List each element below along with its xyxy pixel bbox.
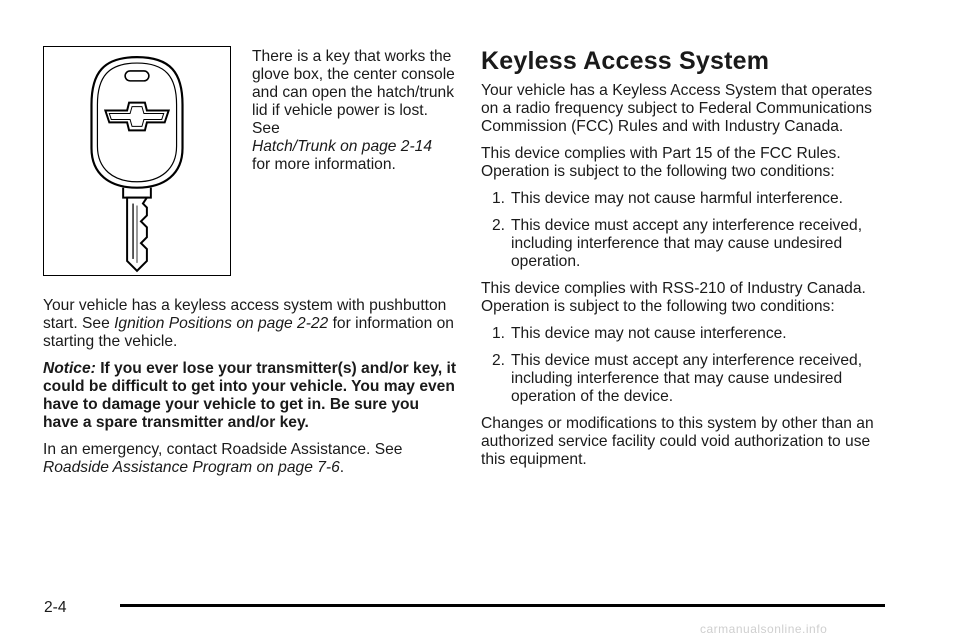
intro-paragraph: Your vehicle has a Keyless Access System that operates on a radio frequency subject to Federal Communications Commission (FCC) Rules and with Industry Canada. xyxy=(481,82,873,135)
list-item xyxy=(481,217,891,271)
key-caption-text: There is a key that works the glove box, the center console and can open the hatch/trunk lid if vehicle power is lost. See xyxy=(252,48,455,137)
paragraph-text-after: . xyxy=(339,459,345,476)
vehicle-key-icon xyxy=(44,47,230,275)
list-item xyxy=(481,352,891,406)
list-item-text: This device must accept any interference received, including interference that may cause undesired operation. xyxy=(511,217,863,270)
left-column xyxy=(43,297,458,486)
fcc-intro-paragraph: This device complies with Part 15 of the FCC Rules. Operation is subject to the following two conditions: xyxy=(481,145,841,180)
notice-text: If you ever lose your transmitter(s) and/or key, it could be difficult to get into your vehicle. You may even have to damage your vehicle to get in. Be sure you have a spare transmitter and/or key. xyxy=(43,360,457,431)
ic-intro-paragraph: This device complies with RSS-210 of Industry Canada. Operation is subject to the following two conditions: xyxy=(481,280,866,315)
paragraph-text: Your vehicle has a keyless access system with pushbutton start. See xyxy=(43,297,447,332)
list-item-number: 1. xyxy=(491,325,505,342)
ic-conditions-list xyxy=(481,325,891,406)
notice-label: Notice: xyxy=(43,360,96,377)
page-number: 2-4 xyxy=(44,599,67,616)
key-caption xyxy=(252,48,457,174)
list-item-number: 1. xyxy=(491,190,505,207)
closing-paragraph: Changes or modifications to this system by other than an authorized service facility could void authorization to use this equipment. xyxy=(481,415,874,468)
list-item-text: This device must accept any interference received, including interference that may cause undesired operation of the device. xyxy=(511,352,863,405)
paragraph-text: In an emergency, contact Roadside Assistance. See xyxy=(43,441,403,458)
roadside-assistance-link[interactable]: Roadside Assistance Program on page 7-6 xyxy=(43,459,340,476)
fcc-conditions-list xyxy=(481,190,891,271)
list-item-number: 2. xyxy=(491,352,505,369)
list-item xyxy=(481,190,891,208)
key-figure xyxy=(43,46,231,276)
watermark: carmanualsonline.info xyxy=(700,622,828,636)
footer-rule xyxy=(120,604,885,607)
paragraph-text-after: for information on starting the vehicle. xyxy=(43,315,454,350)
notice-paragraph xyxy=(43,360,458,432)
keyless-pushbutton-paragraph xyxy=(43,297,458,351)
emergency-paragraph xyxy=(43,441,458,477)
list-item-number: 2. xyxy=(491,217,505,234)
key-caption-ref-link[interactable]: Hatch/Trunk on page 2-14 xyxy=(252,138,433,155)
list-item-text: This device may not cause interference. xyxy=(511,325,787,342)
ignition-positions-link[interactable]: Ignition Positions on page 2-22 xyxy=(114,315,329,332)
section-title: Keyless Access System xyxy=(481,47,770,75)
key-caption-after: for more information. xyxy=(252,156,396,173)
right-column xyxy=(481,46,891,478)
list-item-text: This device may not cause harmful interference. xyxy=(511,190,843,207)
list-item xyxy=(481,325,891,343)
